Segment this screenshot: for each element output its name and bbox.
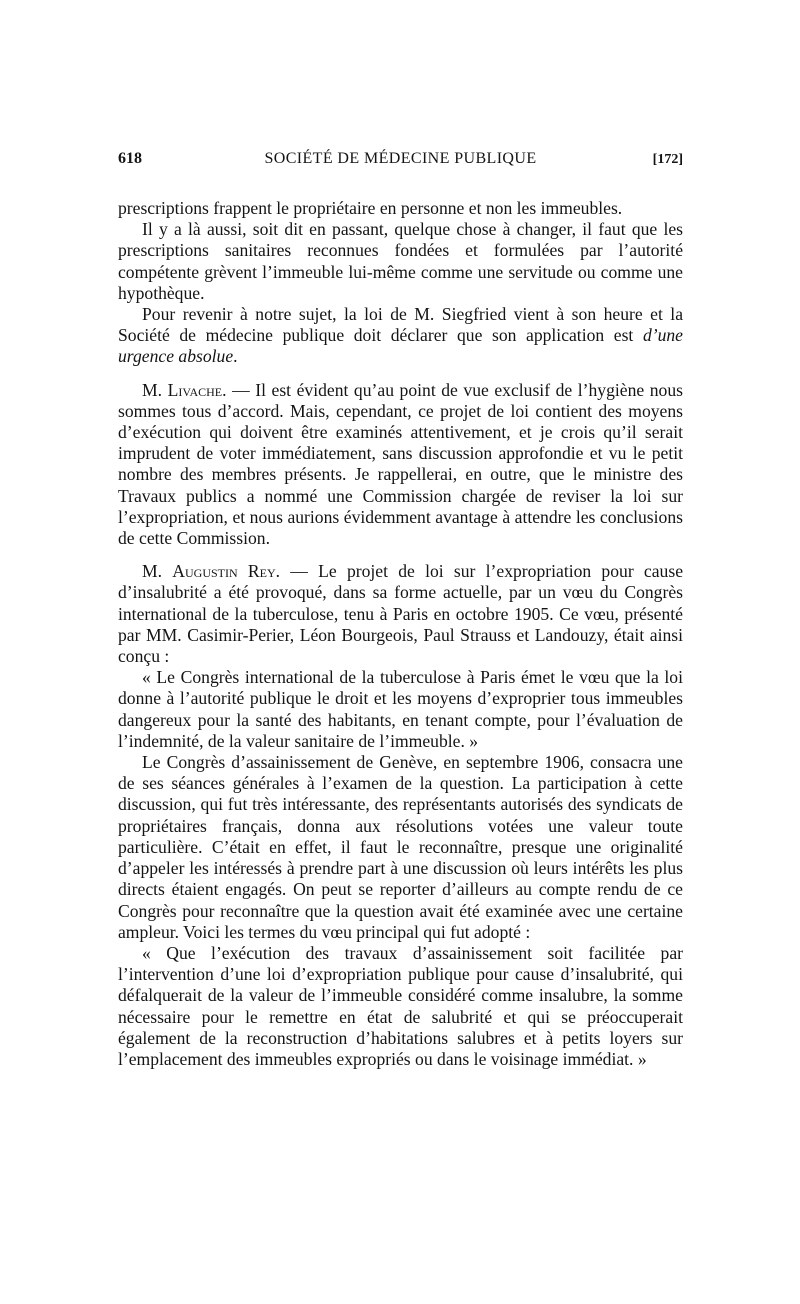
paragraph-continuation: prescriptions frappent le propriétaire en personne et non les immeubles.	[118, 198, 623, 218]
text-run: Pour revenir à notre sujet, la loi de M. Siegfried vient à son heure et la Société de médecine publique doit déclarer que son application est	[118, 304, 683, 346]
running-title: SOCIÉTÉ DE MÉDECINE PUBLIQUE	[264, 150, 537, 167]
quote-tuberculosis-congress: « Le Congrès international de la tuberculose à Paris émet le vœu que la loi donne à l’autorité publique le droit et les moyens d’exproprier tous immeubles dangereux pour la santé des habitants, en tenant compte, pour l’évaluation de l’indemnité, de la valeur sanitaire de l’immeuble. »	[118, 667, 683, 751]
speech-text: . — Le projet de loi sur l’expropriation pour cause d’insalubrité a été provoqué, dans sa forme actuelle, par un vœu du Congrès international de la tuberculose, tenu à Paris en octobre 1905. Ce vœu, présenté par MM. Casimir-Perier, Léon Bourgeois, Paul Strauss et Landouzy, était ainsi conçu :	[118, 561, 684, 667]
bracket-reference: [172]	[652, 152, 683, 167]
page-header	[118, 150, 683, 172]
speaker-name: Livache	[167, 379, 223, 400]
speaker-prefix: M.	[142, 379, 168, 400]
quote-geneva-resolution: « Que l’exécution des travaux d’assainissement soit facilitée par l’intervention d’une loi d’expropriation publique pour cause d’insalubrité, qui défalquerait de la valeur de l’immeuble considéré comme insalubre, la somme nécessaire pour le remettre en état de salubrité et qui se préoccuperait également de la reconstruction d’habitations salubres et à petits loyers sur l’emplacement des immeubles expropriés ou dans le voisinage immédiat. »	[118, 942, 683, 1069]
paragraph-geneva-congress: Le Congrès d’assainissement de Genève, en septembre 1906, consacra une de ses séances générales à l’examen de la question. La participation à cette discussion, qui fut très intéressante, des représentants autorisés des syndicats de propriétaires français, donna aux résolutions votées une valeur toute particulière. C’était en effet, il faut le reconnaître, presque une originalité d’appeler les intéressés à prendre part à une discussion où leurs intérêts les plus directs étaient engagés. On peut se reporter d’ailleurs au compte rendu de ce Congrès pour reconnaître que la question avait été examinée avec une certaine ampleur. Voici les termes du vœu principal qui fut adopté :	[118, 752, 683, 942]
speaker-prefix: M.	[142, 561, 173, 582]
paragraph-augustin-rey	[118, 561, 683, 667]
speaker-name: Augustin Rey	[172, 561, 276, 582]
paragraph-aside: Il y a là aussi, soit dit en passant, quelque chose à changer, il faut que les prescriptions sanitaires reconnues fondées et formulées par l’autorité compétente grèvent l’immeuble lui-même comme une servitude ou comme une hypothèque.	[118, 219, 683, 303]
page-number: 618	[118, 150, 142, 167]
document-page	[118, 150, 683, 1070]
text-run: .	[233, 346, 238, 367]
paragraph-livache	[118, 380, 683, 550]
speech-text: . — Il est évident qu’au point de vue exclusif de l’hygiène nous sommes tous d’accord. Mais, cependant, ce projet de loi contient des moyens d’exécution qui doivent être examinés attentivement, et je crois qu’il serait imprudent de voter immédiatement, sans discussion approfondie et vu le petit nombre des membres présents. Je rappellerai, en outre, que le ministre des Travaux publics a nommé une Commission chargée de reviser la loi sur l’expropriation, et nous aurions évidemment avantage à attendre les conclusions de cette Commission.	[118, 379, 683, 549]
emphasis-text: d’une urgence absolue	[118, 325, 683, 367]
paragraph-siegfried-law	[118, 304, 683, 368]
